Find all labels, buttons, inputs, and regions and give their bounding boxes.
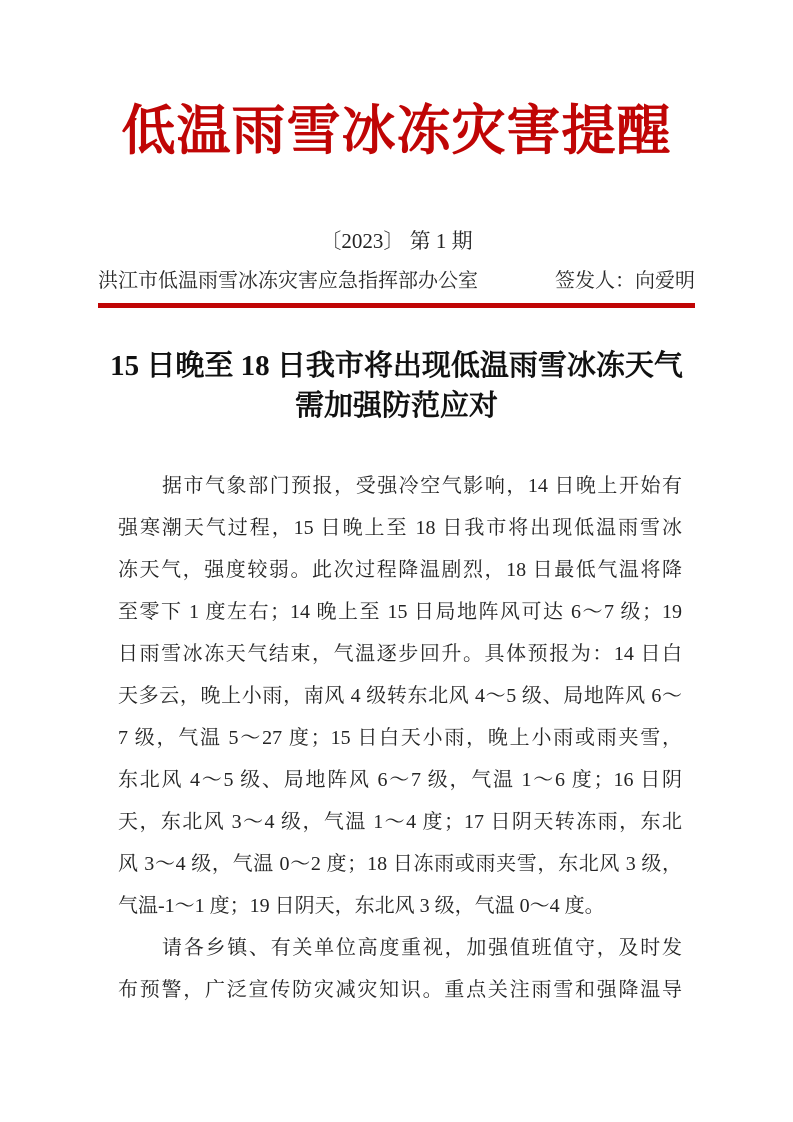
issuer-row — [98, 268, 695, 294]
document-title: 低温雨雪冰冻灾害提醒 — [121, 101, 672, 161]
article-heading — [98, 346, 695, 426]
red-divider — [98, 303, 695, 308]
issuer-name: 洪江市低温雨雪冰冻灾害应急指挥部办公室 — [98, 270, 478, 292]
body-line: 风 3～4 级，气温 0～2 度；18 日冻雨或雨夹雪，东北风 3 级， — [118, 853, 682, 875]
body-line: 冻天气，强度较弱。此次过程降温剧烈，18 日最低气温将降 — [118, 559, 682, 581]
body-line: 天，东北风 3～4 级，气温 1～4 度；17 日阴天转冻雨，东北 — [118, 811, 682, 833]
article-heading-line1: 15 日晚至 18 日我市将出现低温雨雪冰冻天气 — [110, 350, 683, 382]
body-line: 东北风 4～5 级、局地阵风 6～7 级，气温 1～6 度；16 日阴 — [118, 769, 682, 791]
signer — [555, 268, 695, 294]
body-line: 7 级，气温 5～27 度；15 日白天小雨，晚上小雨或雨夹雪， — [118, 727, 682, 749]
signer-name: 向爱明 — [635, 270, 695, 292]
body-line: 请各乡镇、有关单位高度重视，加强值班值守，及时发 — [162, 937, 682, 959]
body-line: 气温-1～1 度；19 日阴天，东北风 3 级，气温 0～4 度。 — [118, 895, 605, 917]
body-line: 据市气象部门预报，受强冷空气影响，14 日晚上开始有 — [162, 475, 682, 497]
body-line: 天多云，晚上小雨，南风 4 级转东北风 4～5 级、局地阵风 6～ — [118, 685, 682, 707]
body-line: 布预警，广泛宣传防灾减灾知识。重点关注雨雪和强降温导 — [118, 979, 682, 1001]
body-line: 至零下 1 度左右；14 晚上至 15 日局地阵风可达 6～7 级；19 — [118, 601, 682, 623]
issue-number: 〔2023〕 第 1 期 — [320, 229, 473, 253]
signer-label: 签发人： — [555, 270, 635, 292]
body-text — [98, 465, 695, 1011]
body-line: 强寒潮天气过程，15 日晚上至 18 日我市将出现低温雨雪冰 — [118, 517, 682, 539]
body-line: 日雨雪冰冻天气结束，气温逐步回升。具体预报为：14 日白 — [118, 643, 682, 665]
article-heading-line2: 需加强防范应对 — [294, 390, 498, 422]
